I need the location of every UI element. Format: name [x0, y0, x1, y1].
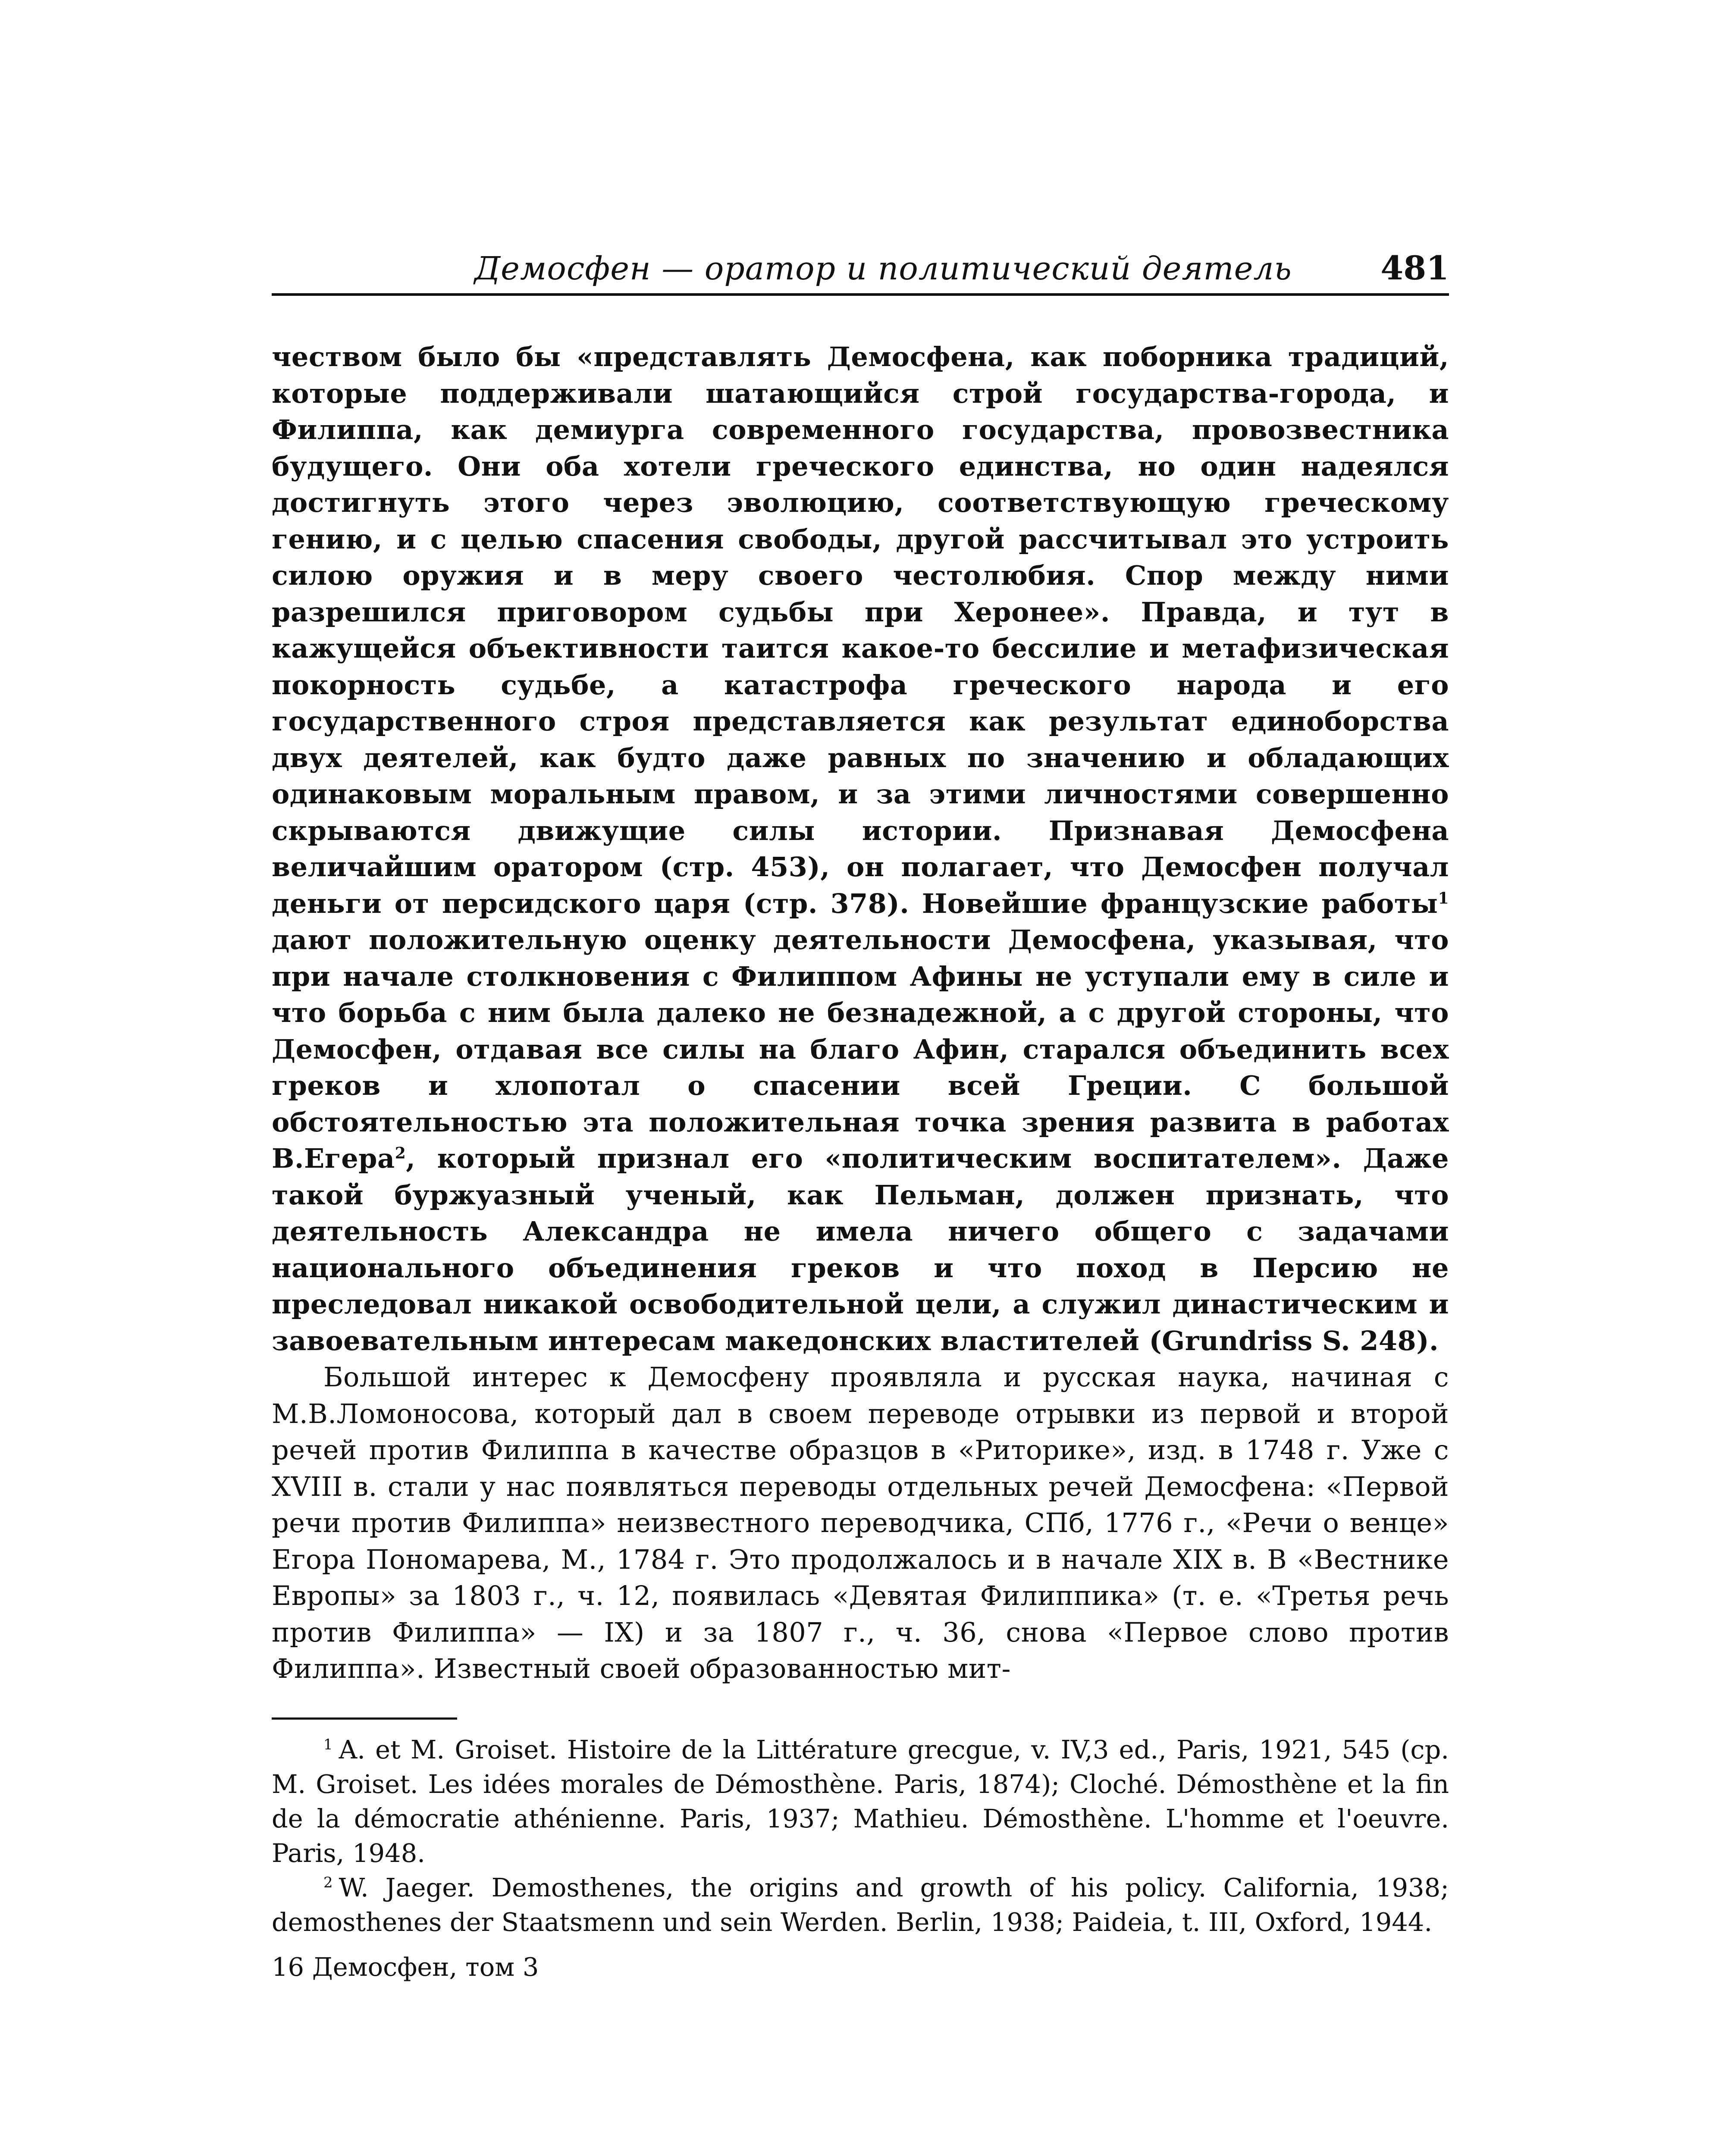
page-number: 481: [1380, 249, 1449, 287]
footnote-1-number: 1: [323, 1736, 333, 1753]
printer-signature: 16 Демосфен, том 3: [272, 1952, 539, 1982]
running-header: [272, 241, 1449, 296]
paragraph-1-part-a: чеством было бы «представлять Демосфена, как поборника традиций, которые поддерживали шатающийся строй государства-города, и Филиппа, как демиурга современного государства, провозвестника будущего. Они оба хотели греческого единства, но один надеялся достигнуть этого через эволюцию, соответствующую греческому гению, и с целью спасения свободы, другой рассчитывал это устроить силою оружия и в меру своего честолюбия. Спор между ними разрешился приговором судьбы при Херонее». Правда, и тут в кажущейся объективности таится какое-то бессилие и метафизическая покорность судьбе, а катастрофа греческого народа и его государственного строя представляется как результат единоборства двух деятелей, как будто даже равных по значению и обладающих одинаковым моральным правом, и за этими личностями совершенно скрываются движущие силы истории. Признавая Демосфена величайшим оратором (стр. 453), он полагает, что Демосфен получал деньги от персидского царя (стр. 378). Новейшие французские работы: [272, 341, 1449, 919]
footnote-1-text: A. et M. Groiset. Histoire de la Littérature grecgue, v. IV,3 ed., Paris, 1921, 545 (cp. M. Groiset. Les idées morales de Démosthène. Paris, 1874); Cloché. Démosthène et la fin de la démocratie athénienne. Paris, 1937; Mathieu. Démosthène. L'homme et l'oeuvre. Paris, 1948.: [272, 1734, 1449, 1868]
footnote-1: [272, 1733, 1449, 1871]
running-title: Демосфен — оратор и политический деятель: [474, 250, 1292, 287]
footnotes: [272, 1733, 1449, 1940]
paragraph-1-part-c: , который признал его «политическим воспитателем». Даже такой буржуазный ученый, как Пельман, должен признать, что деятельность Александра не имела ничего общего с задачами национального объединения греков и что поход в Персию не преследовал никакой освободительной цели, а служил династическим и завоевательным интересам македонских властителей (Grundriss S. 248).: [272, 1143, 1449, 1357]
footnote-2-number: 2: [323, 1874, 333, 1891]
footnote-2-text: W. Jaeger. Demosthenes, the origins and growth of his policy. California, 1938; demosthenes der Staatsmenn und sein Werden. Berlin, 1938; Paideia, t. III, Oxford, 1944.: [272, 1872, 1449, 1937]
book-page: [272, 241, 1449, 1984]
footnote-divider: [272, 1717, 457, 1720]
main-text: [272, 339, 1449, 1687]
paragraph-1: [272, 339, 1449, 1359]
footnote-ref-1: 1: [1438, 889, 1449, 907]
footnote-2: [272, 1871, 1449, 1940]
footnote-ref-2: 2: [395, 1144, 406, 1163]
paragraph-1-part-b: дают положительную оценку деятельности Демосфена, указывая, что при начале столкновения с Филиппом Афины не уступали ему в силе и что борьба с ним была далеко не безнадежной, а с другой стороны, что Демосфен, отдавая все силы на благо Афин, старался объединить всех греков и хлопотал о спасении всей Греции. С большой обстоятельностью эта положительная точка зрения развита в работах В.Егера: [272, 924, 1449, 1174]
paragraph-2: Большой интерес к Демосфену проявляла и русская наука, начиная с М.В.Ломоносова, который дал в своем переводе отрывки из первой и второй речей против Филиппа в качестве образцов в «Риторике», изд. в 1748 г. Уже с XVIII в. стали у нас появляться переводы отдельных речей Демосфена: «Первой речи против Филиппа» неизвестного переводчика, СПб, 1776 г., «Речи о венце» Егора Пономарева, М., 1784 г. Это продолжалось и в начале XIX в. В «Вестнике Европы» за 1803 г., ч. 12, появилась «Девятая Филиппика» (т. е. «Третья речь против Филиппа» — IX) и за 1807 г., ч. 36, снова «Первое слово против Филиппа». Известный своей образованностью мит-: [272, 1361, 1449, 1684]
